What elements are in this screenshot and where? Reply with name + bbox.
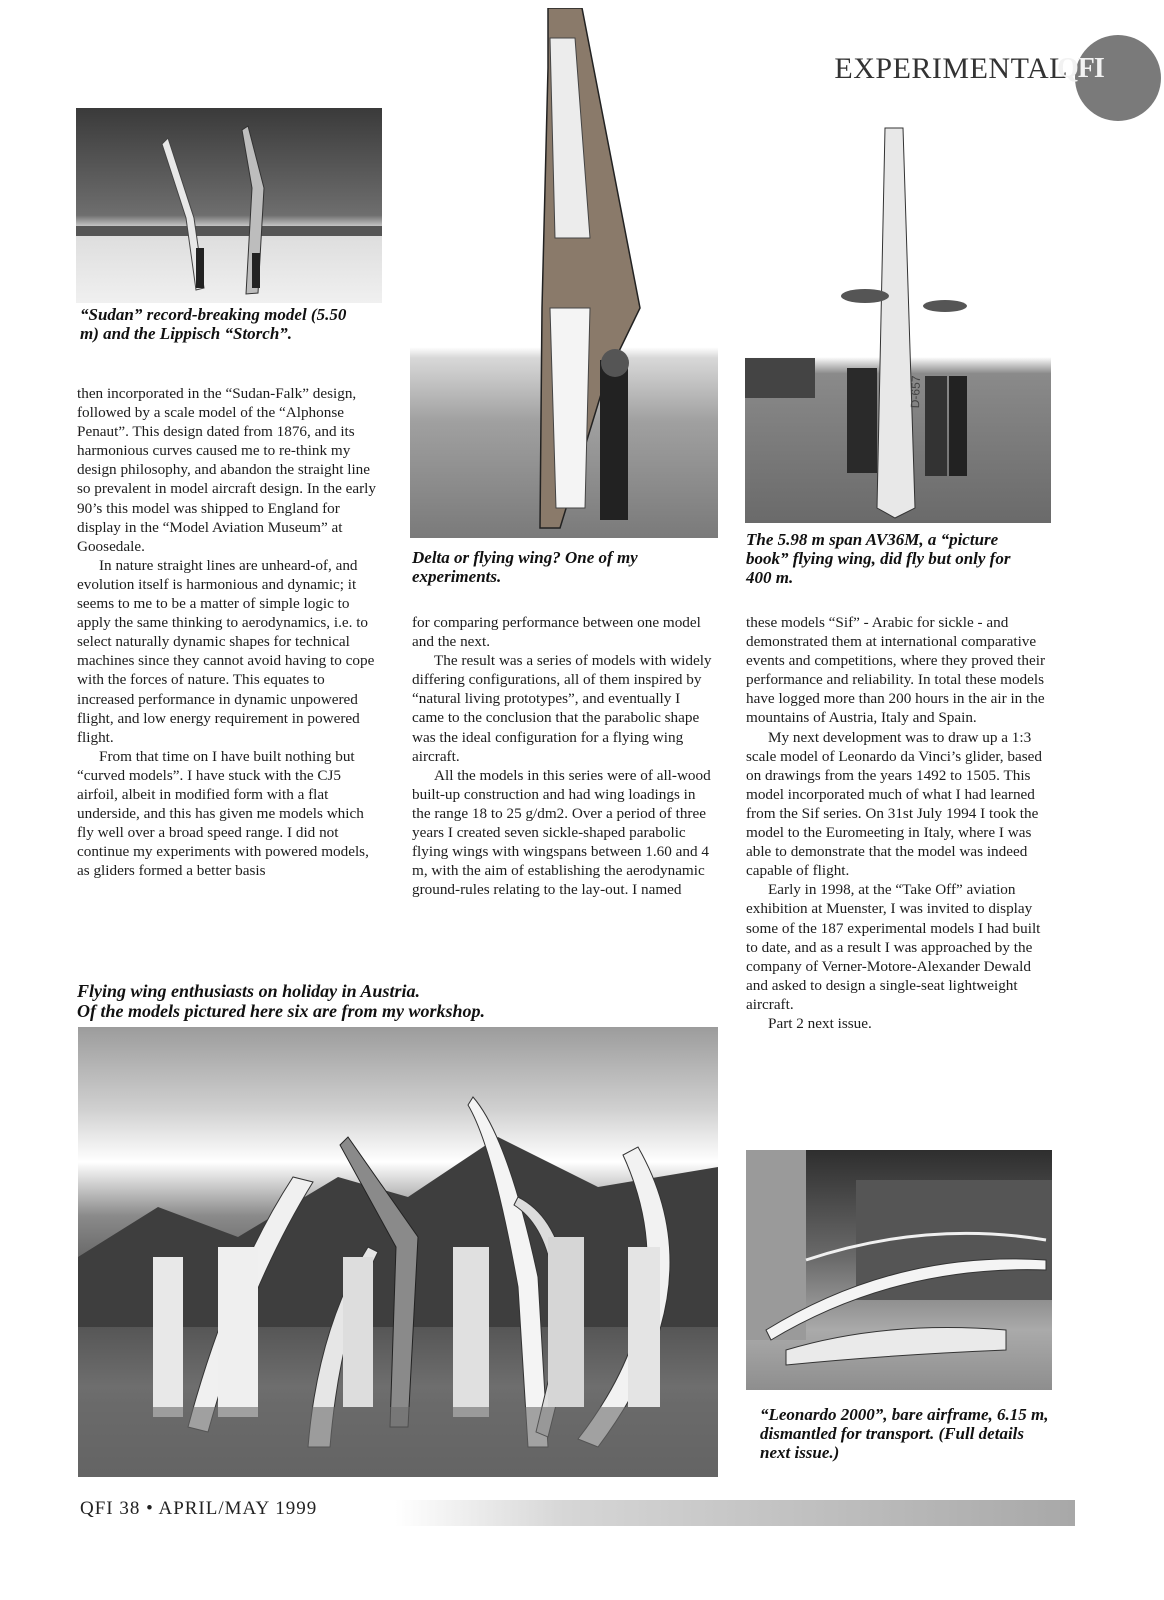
paragraph: In nature straight lines are unheard-of, and evolution itself is harmonious and dynamic; it seems to me to be a matter of simple logic to apply the same thinking to aerodynamics, i.e. to select naturally dynamic shapes for technical machines since they cannot avoid having to cope with the forces of nature. This equates to increased performance in dynamic unpowered flight, and low energy requirement in powered flight. [77, 556, 375, 746]
paragraph: these models “Sif” - Arabic for sickle - and demonstrated them at international comparative events and competitions, where they proved their performance and reliability. In total these models have logged more than 200 hours in the air in the mountains of Austria, Italy and Spain. [746, 614, 1046, 727]
caption-delta: Delta or flying wing? One of my experiments. [412, 548, 638, 586]
paragraph: All the models in this series were of all-wood built-up construction and had wing loadings in the range 18 to 25 g/dm2. Over a period of three years I created seven sickle-shaped parabolic flying wings with wingspans between 1.60 and 4 m, with the aim of establishing the aerodynamic ground-rules relating to the lay-out. I named [412, 766, 711, 899]
photo-leonardo-2000 [746, 1150, 1052, 1390]
text-column-3 [746, 613, 1051, 1033]
photo-sudan-storch [76, 108, 382, 303]
paragraph: From that time on I have built nothing but “curved models”. I have stuck with the CJ5 airfoil, albeit in modified form with a flat underside, and this has given me models which fly well over a broad speed range. I did not continue my experiments with powered models, as gliders formed a better basis [77, 747, 369, 880]
qfi-logo [1057, 35, 1161, 121]
paragraph: then incorporated in the “Sudan-Falk” design, followed by a scale model of the “Alphonse Penaut”. This design dated from 1876, and its harmonious curves caused me to re-think my design philosophy, and abandon the straight line so prevalent in model aircraft design. In the early 90’s this model was shipped to England for display in the “Model Aviation Museum” at Goosedale. [77, 385, 376, 555]
photo-av36m [745, 108, 1051, 523]
footer-issue-line: QFI 38 • APRIL/MAY 1999 [80, 1498, 318, 1519]
caption-leonardo: “Leonardo 2000”, bare airframe, 6.15 m, dismantled for transport. (Full details next issue.) [760, 1405, 1049, 1462]
section-title: EXPERIMENTAL [834, 52, 1068, 85]
paragraph: My next development was to draw up a 1:3 scale model of Leonardo da Vinci’s glider, based on drawings from the years 1492 to 1505. This model incorporated much of what I had learned from the Sif series. On 31st July 1994 I took the model to the Euromeeting in Italy, where I was able to demonstrate that the model was indeed capable of flight. [746, 728, 1042, 880]
paragraph: Part 2 next issue. [768, 1014, 872, 1032]
caption-av36m: The 5.98 m span AV36M, a “picture book” flying wing, did fly but only for 400 m. [746, 530, 1011, 587]
photo-delta-wing [410, 8, 718, 538]
qfi-logo-text: QFI [1057, 53, 1104, 84]
av36m-registration-label: D-657 [908, 375, 924, 409]
footer-bar [395, 1500, 1075, 1526]
text-column-1 [77, 384, 383, 880]
paragraph: Early in 1998, at the “Take Off” aviation exhibition at Muenster, I was invited to display some of the 187 experimental models I had built to date, and as a result I was approached by the company of Verner-Motore-Alexander Dewald and asked to design a single-seat lightweight aircraft. [746, 881, 1041, 1013]
paragraph: for comparing performance between one model and the next. [412, 614, 701, 651]
caption-sudan: “Sudan” record-breaking model (5.50 m) and the Lippisch “Storch”. [80, 305, 347, 343]
caption-holiday-line-1: Flying wing enthusiasts on holiday in Austria. [77, 981, 420, 1001]
caption-holiday-line-2: Of the models pictured here six are from my workshop. [77, 1001, 485, 1021]
text-column-2 [412, 613, 712, 899]
paragraph: The result was a series of models with widely differing configurations, all of them inspired by “natural living prototypes”, and eventually I came to the conclusion that the parabolic shape was the ideal configuration for a flying wing aircraft. [412, 652, 712, 765]
photo-group-austria [78, 1027, 718, 1477]
